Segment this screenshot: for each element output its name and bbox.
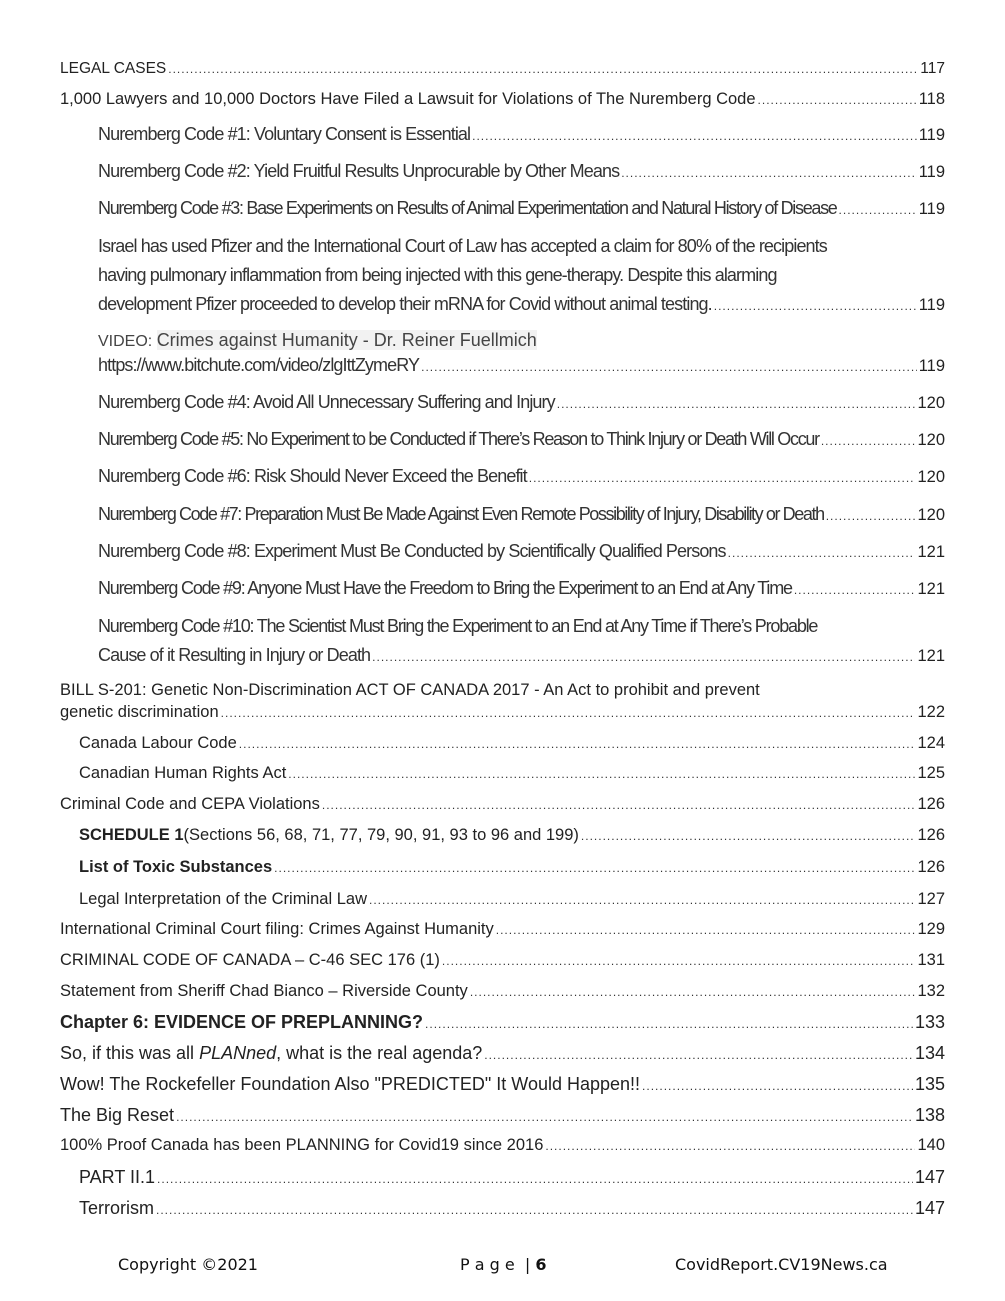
toc-page: 126 (917, 795, 945, 813)
toc-page: 125 (917, 764, 945, 782)
toc-title: Wow! The Rockefeller Foundation Also "PREDICTED" It Would Happen!! (60, 1074, 641, 1094)
toc-page: 147 (914, 1167, 945, 1187)
toc-page: 133 (914, 1012, 945, 1032)
toc-page: 121 (917, 543, 945, 561)
toc-title-italic: PLANned (199, 1043, 277, 1063)
toc-title: Nuremberg Code #7: Preparation Must Be Made Against Even Remote Possibility of Injury, Disability or Death (98, 504, 824, 524)
toc-entry[interactable] (60, 1012, 945, 1033)
toc-page: 127 (917, 890, 945, 908)
video-prefix: VIDEO: (98, 333, 157, 350)
leader-dots (545, 1136, 915, 1155)
toc-entry[interactable] (60, 60, 945, 78)
toc-page: 126 (917, 858, 945, 876)
toc-page: 119 (918, 296, 945, 314)
toc-entry[interactable] (79, 826, 945, 845)
toc-title-bold: SCHEDULE 1 (79, 826, 184, 844)
toc-entry[interactable] (98, 541, 945, 562)
leader-dots (425, 1012, 913, 1033)
toc-title: Nuremberg Code #8: Experiment Must Be Conducted by Scientifically Qualified Persons (98, 541, 726, 561)
toc-entry[interactable] (60, 795, 945, 814)
toc-page: 119 (918, 357, 945, 375)
toc-title: 100% Proof Canada has been PLANNING for Covid19 since 2016 (60, 1136, 544, 1154)
copyright: Copyright ©2021 (118, 1255, 258, 1274)
toc-page: 118 (918, 90, 945, 108)
video-title: Crimes against Humanity - Dr. Reiner Fuellmich (156, 330, 537, 350)
toc-title: LEGAL CASES (60, 60, 167, 77)
toc-entry[interactable] (98, 294, 945, 315)
toc-entry[interactable] (60, 703, 945, 722)
toc-entry[interactable] (60, 1043, 945, 1064)
leader-dots (157, 1167, 913, 1188)
video-caption (98, 330, 537, 351)
toc-title-line: Israel has used Pfizer and the International Court of Law has accepted a claim for 80% of the recipients (98, 236, 827, 256)
toc-title: Nuremberg Code #2: Yield Fruitful Results Unprocurable by Other Means (98, 161, 620, 181)
toc-title: CRIMINAL CODE OF CANADA – C-46 SEC 176 (1) (60, 951, 440, 969)
leader-dots (758, 90, 917, 109)
leader-dots (274, 858, 915, 877)
toc-title-line: BILL S-201: Genetic Non-Discrimination ACT OF CANADA 2017 - An Act to prohibit and prevent (60, 681, 760, 699)
toc-title-line: having pulmonary inflammation from being injected with this gene-therapy. Despite this alarming (98, 265, 777, 285)
leader-dots (472, 126, 917, 145)
toc-page: 124 (917, 734, 945, 752)
leader-dots (621, 163, 917, 182)
page-number: 6 (535, 1255, 547, 1274)
toc-title: Nuremberg Code #3: Base Experiments on Results of Animal Experimentation and Natural History of Disease (98, 198, 837, 218)
toc-title: International Criminal Court filing: Crimes Against Humanity (60, 920, 494, 938)
leader-dots (821, 431, 916, 450)
leader-dots (728, 543, 916, 562)
toc-entry[interactable] (79, 734, 945, 753)
leader-dots (168, 60, 918, 78)
toc-title: PART II.1 (79, 1167, 156, 1187)
toc-entry[interactable] (60, 1074, 945, 1095)
site-url: CovidReport.CV19News.ca (675, 1255, 888, 1274)
leader-dots (239, 734, 916, 753)
toc-page: 121 (917, 580, 945, 598)
toc-entry[interactable] (98, 504, 945, 525)
toc-page: 131 (917, 951, 945, 969)
toc-title: Nuremberg Code #1: Voluntary Consent is Essential (98, 124, 471, 144)
toc-page: 138 (914, 1105, 945, 1125)
toc-page: 122 (917, 703, 945, 721)
toc-title: 1,000 Lawyers and 10,000 Doctors Have Filed a Lawsuit for Violations of The Nuremberg Code (60, 90, 756, 108)
toc-page: 119 (918, 126, 945, 144)
toc-page: 117 (920, 60, 945, 77)
leader-dots (581, 826, 916, 845)
toc-page: 119 (918, 163, 945, 181)
toc-entry[interactable] (60, 1105, 945, 1126)
leader-dots (714, 296, 917, 315)
toc-title: Nuremberg Code #5: No Experiment to be Conducted if There’s Reason to Think Injury or Death Will Occur (98, 429, 819, 449)
toc-title: Nuremberg Code #4: Avoid All Unnecessary Suffering and Injury (98, 392, 555, 412)
page-indicator (460, 1255, 547, 1274)
toc-entry[interactable] (60, 90, 945, 109)
toc-entry[interactable] (79, 1167, 945, 1188)
toc-entry[interactable] (60, 1136, 945, 1155)
toc-chapter-title: Chapter 6: EVIDENCE OF PREPLANNING? (60, 1012, 424, 1032)
toc-entry[interactable] (98, 578, 945, 599)
leader-dots (176, 1105, 913, 1126)
leader-dots (421, 357, 917, 376)
toc-page: 120 (917, 468, 945, 486)
toc-entry[interactable] (79, 890, 945, 909)
video-link[interactable]: https://www.bitchute.com/video/zlgIttZymeRY (98, 355, 420, 375)
toc-title: The Big Reset (60, 1105, 175, 1125)
toc-page: 134 (914, 1043, 945, 1063)
leader-dots (442, 951, 916, 970)
toc-entry[interactable] (98, 124, 945, 145)
toc-title: Nuremberg Code #9: Anyone Must Have the Freedom to Bring the Experiment to an End at Any Time (98, 578, 792, 598)
leader-dots (826, 506, 916, 525)
leader-dots (529, 468, 916, 487)
leader-dots (484, 1043, 913, 1064)
toc-page: 132 (917, 982, 945, 1000)
toc-page: 119 (918, 200, 945, 218)
toc-entry[interactable] (98, 392, 945, 413)
toc-page: 126 (917, 826, 945, 844)
toc-entry[interactable] (98, 429, 945, 450)
leader-dots (221, 703, 916, 722)
toc-title: Terrorism (79, 1198, 154, 1218)
toc-title: So, if this was all (60, 1043, 200, 1063)
leader-dots (642, 1074, 913, 1095)
toc-entry[interactable] (60, 982, 945, 1001)
page-label: P a g e | (460, 1255, 531, 1274)
toc-title: Statement from Sheriff Chad Bianco – Riverside County (60, 982, 468, 1000)
leader-dots (470, 982, 916, 1001)
toc-title: genetic discrimination (60, 703, 219, 721)
toc-page: 135 (914, 1074, 945, 1094)
toc-page: 129 (917, 920, 945, 938)
toc-entry[interactable] (60, 920, 945, 939)
toc-page: 140 (917, 1136, 945, 1154)
toc-page: 120 (917, 394, 945, 412)
leader-dots (794, 580, 916, 599)
toc-title: (Sections 56, 68, 71, 77, 79, 90, 91, 93 to 96 and 199) (183, 826, 579, 844)
leader-dots (372, 647, 915, 666)
toc-entry[interactable] (98, 198, 945, 219)
toc-title: Canadian Human Rights Act (79, 764, 287, 782)
toc-page: 120 (917, 431, 945, 449)
leader-dots (369, 890, 915, 909)
toc-title: Cause of it Resulting in Injury or Death (98, 645, 371, 665)
leader-dots (557, 394, 916, 413)
toc-entry[interactable] (79, 764, 945, 783)
toc-page: 121 (917, 647, 945, 665)
toc-entry[interactable] (60, 951, 945, 970)
toc-entry[interactable] (98, 355, 945, 376)
leader-dots (288, 764, 915, 783)
toc-title: development Pfizer proceeded to develop their mRNA for Covid without animal testing. (98, 294, 712, 314)
toc-title: Canada Labour Code (79, 734, 237, 752)
toc-entry[interactable] (98, 466, 945, 487)
toc-title: Criminal Code and CEPA Violations (60, 795, 320, 813)
toc-title: Nuremberg Code #6: Risk Should Never Exceed the Benefit (98, 466, 527, 486)
toc-page: 147 (914, 1198, 945, 1218)
toc-title: , what is the real agenda? (276, 1043, 483, 1063)
leader-dots (496, 920, 916, 939)
toc-entry[interactable] (98, 161, 945, 182)
toc-title: List of Toxic Substances (79, 858, 273, 876)
toc-title: Legal Interpretation of the Criminal Law (79, 890, 367, 908)
toc-title-line: Nuremberg Code #10: The Scientist Must Bring the Experiment to an End at Any Time if There’s Probable (98, 616, 818, 636)
toc-entry[interactable] (98, 645, 945, 666)
leader-dots (322, 795, 916, 814)
leader-dots (156, 1198, 913, 1219)
toc-entry[interactable] (79, 1198, 945, 1219)
toc-page: 120 (917, 506, 945, 524)
toc-entry[interactable] (79, 858, 945, 877)
leader-dots (839, 200, 917, 219)
